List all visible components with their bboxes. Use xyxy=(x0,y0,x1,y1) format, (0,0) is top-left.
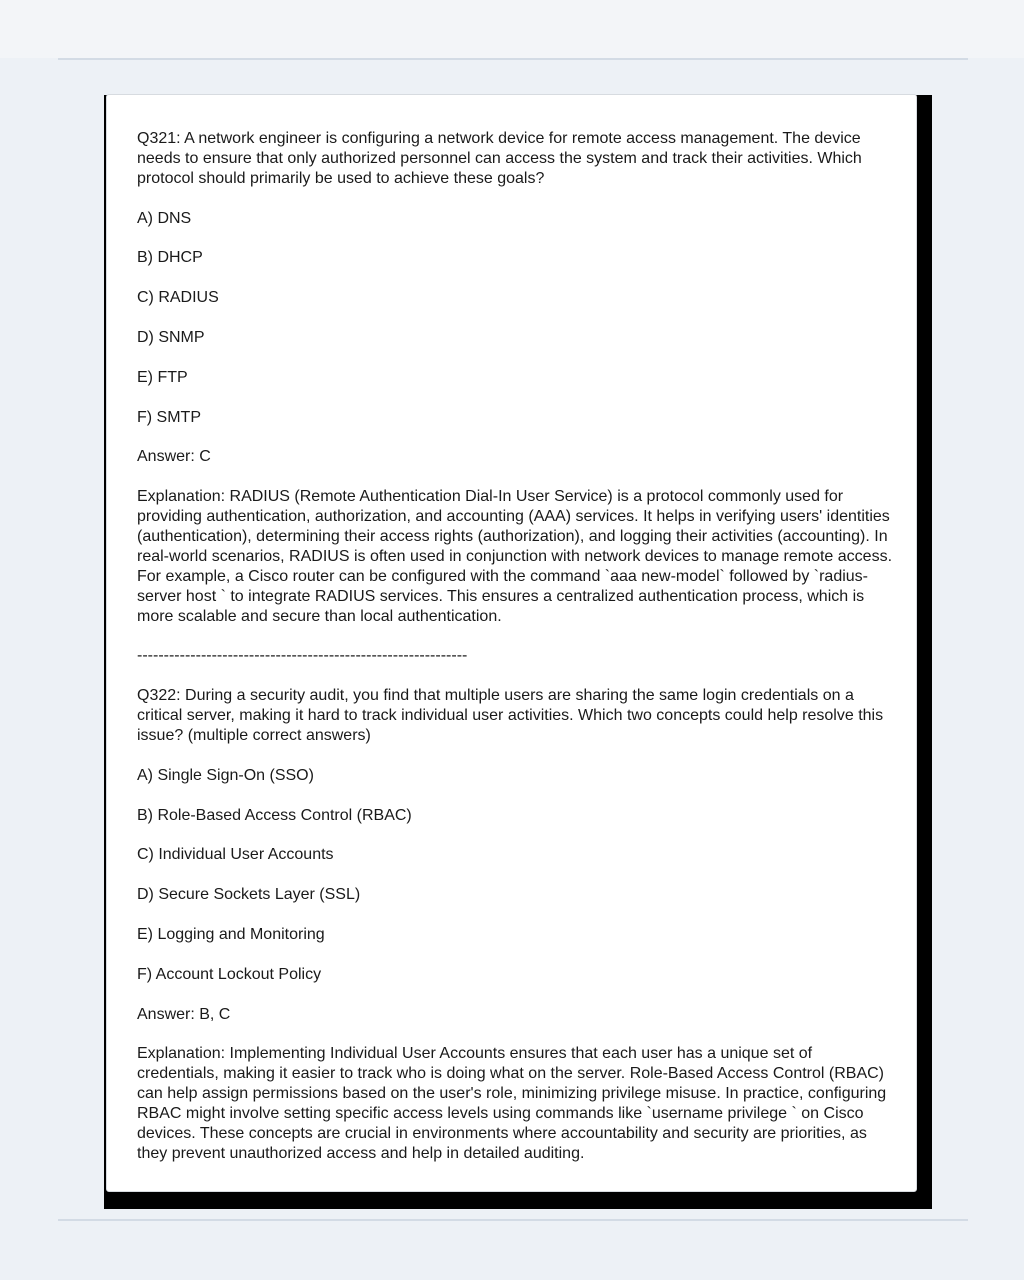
question-322-text: Q322: During a security audit, you find that multiple users are sharing the same login credentials on a critical server, making it hard to track individual user activities. Which two concepts could help resolve this issue? (multiple correct answers) xyxy=(137,687,888,745)
q321-option-b: B) DHCP xyxy=(137,249,203,267)
q321-option-a: A) DNS xyxy=(137,209,192,227)
document-page xyxy=(106,94,917,1192)
q321-option-f: F) SMTP xyxy=(137,408,201,426)
question-321-text: Q321: A network engineer is configuring a network device for remote access management. The device needs to ensure that only authorized personnel can access the system and track their activities. Which protocol should primarily be used to achieve these goals? xyxy=(137,130,867,187)
q321-option-c: C) RADIUS xyxy=(137,289,219,307)
q322-answer: Answer: B, C xyxy=(137,1005,231,1023)
q321-explanation: Explanation: RADIUS (Remote Authentication Dial-In User Service) is a protocol commonly used for providing authentication, authorization, and accounting (AAA) services. It helps in verifying users' identities (authentication), determining their access rights (authorization), and logging their activities (accounting). In real-world scenarios, RADIUS is often used in conjunction with network devices to manage remote access. For example, a Cisco router can be configured with the command `aaa new-model` followed by `radius-server host ` to integrate RADIUS services. This ensures a centralized authentication process, which is more scalable and secure than local authentication. xyxy=(137,488,897,625)
q321-option-e: E) FTP xyxy=(137,368,188,386)
q322-explanation: Explanation: Implementing Individual User Accounts ensures that each user has a unique set of credentials, making it easier to track who is doing what on the server. Role-Based Access Control (RBAC) can help assign permissions based on the user's role, minimizing privilege misuse. In practice, configuring RBAC might involve setting specific access levels using commands like `username privilege ` on Cisco devices. These concepts are crucial in environments where accountability and security are priorities, as they prevent unauthorized access and help in detailed auditing. xyxy=(137,1045,891,1162)
q321-answer: Answer: C xyxy=(137,448,211,466)
question-separator: -------------------------------------------------------------- xyxy=(137,647,468,665)
q322-option-f: F) Account Lockout Policy xyxy=(137,965,322,983)
q322-option-c: C) Individual User Accounts xyxy=(137,846,334,864)
q322-option-b: B) Role-Based Access Control (RBAC) xyxy=(137,806,412,824)
q322-option-a: A) Single Sign-On (SSO) xyxy=(137,766,314,784)
top-divider xyxy=(58,58,968,60)
top-toolbar xyxy=(0,0,1024,58)
q322-option-d: D) Secure Sockets Layer (SSL) xyxy=(137,886,361,904)
page-content xyxy=(137,129,897,1164)
q322-option-e: E) Logging and Monitoring xyxy=(137,926,325,944)
q321-option-d: D) SNMP xyxy=(137,329,205,346)
bottom-divider xyxy=(58,1219,968,1221)
